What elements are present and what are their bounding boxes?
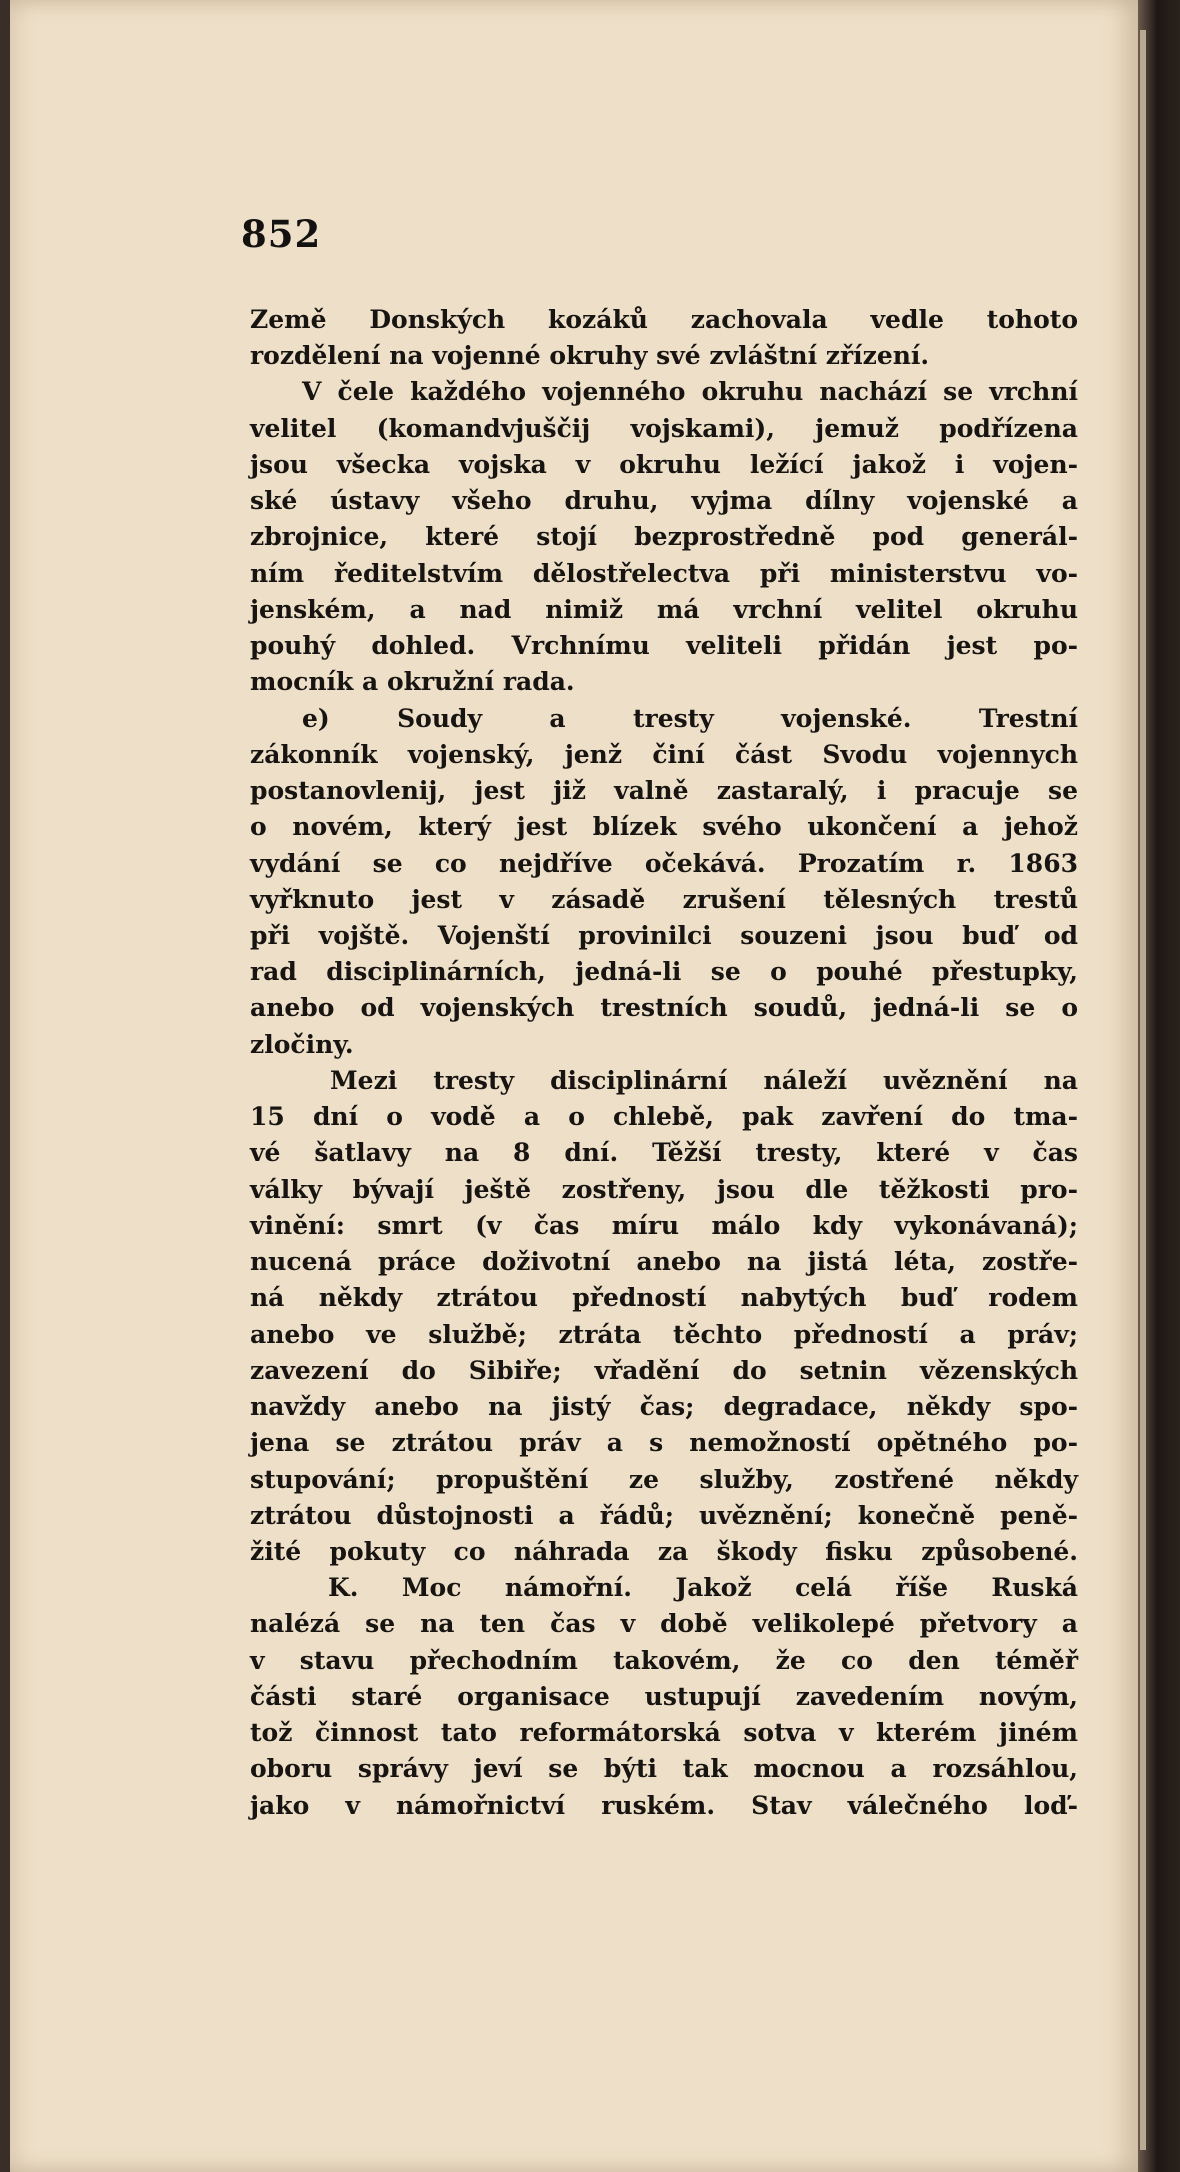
text-line: nalézá se na ten čas v době velikolepé přetvory a — [250, 1609, 1078, 1639]
text-line: e) Soudy a tresty vojenské. Trestní — [302, 703, 1078, 733]
body-text — [250, 302, 1078, 1824]
text-line: postanovlenij, jest již valně zastaralý, i pracuje se — [250, 776, 1078, 806]
text-line: vyřknuto jest v zásadě zrušení tělesných trestů — [250, 884, 1078, 914]
text-line: o novém, který jest blízek svého ukončení a jehož — [250, 812, 1078, 842]
text-line: nucená práce doživotní anebo na jistá léta, zostře- — [250, 1247, 1078, 1277]
text-line: zbrojnice, které stojí bezprostředně pod generál- — [250, 522, 1078, 552]
text-line: vé šatlavy na 8 dní. Těžší tresty, které v čas — [250, 1138, 1078, 1168]
text-line: zločiny. — [250, 1029, 354, 1059]
text-line: tož činnost tato reformátorská sotva v kterém jiném — [250, 1718, 1078, 1748]
text-line: mocník a okružní rada. — [250, 667, 575, 697]
text-line: ná někdy ztrátou předností nabytých buď rodem — [250, 1283, 1078, 1313]
text-line: V čele každého vojenného okruhu nachází se vrchní — [302, 377, 1078, 407]
text-line: žité pokuty co náhrada za škody fisku způsobené. — [250, 1536, 1078, 1566]
text-line: pouhý dohled. Vrchnímu veliteli přidán jest po- — [250, 631, 1078, 661]
text-line: vydání se co nejdříve očekává. Prozatím r. 1863 — [250, 848, 1078, 878]
text-line: navždy anebo na jistý čas; degradace, někdy spo- — [250, 1392, 1078, 1422]
text-line: zákonník vojenský, jenž činí část Svodu vojennych — [250, 739, 1078, 769]
text-line: rad disciplinárních, jedná-li se o pouhé přestupky, — [250, 957, 1078, 987]
text-line: ním ředitelstvím dělostřelectva při ministerstvu vo- — [250, 558, 1078, 588]
text-line: rozdělení na vojenné okruhy své zvláštní zřízení. — [250, 341, 930, 371]
text-line: při vojště. Vojenští provinilci souzeni jsou buď od — [250, 920, 1078, 950]
text-line: Země Donských kozáků zachovala vedle tohoto — [250, 305, 1078, 334]
text-line: vinění: smrt (v čas míru málo kdy vykonávaná); — [250, 1210, 1078, 1240]
text-line: jena se ztrátou práv a s nemožností opětného po- — [250, 1428, 1078, 1458]
text-line: ské ústavy všeho druhu, vyjma dílny vojenské a — [250, 486, 1078, 516]
text-line: ztrátou důstojnosti a řádů; uvěznění; konečně peně- — [250, 1500, 1078, 1530]
text-line: části staré organisace ustupují zavedením novým, — [250, 1681, 1078, 1711]
text-line: velitel (komandvjuščij vojskami), jemuž podřízena — [250, 413, 1078, 443]
page-edge-strip — [1140, 30, 1146, 2150]
text-line: anebo ve službě; ztráta těchto předností a práv; — [250, 1319, 1078, 1349]
text-line: jsou všecka vojska v okruhu ležící jakož i vojen- — [250, 449, 1078, 479]
text-line: anebo od vojenských trestních soudů, jedná-li se o — [250, 993, 1078, 1023]
text-line: jenském, a nad nimiž má vrchní velitel okruhu — [250, 594, 1078, 624]
text-line: v stavu přechodním takovém, že co den téměř — [250, 1645, 1078, 1675]
book-edge — [1138, 0, 1180, 2172]
text-line: zavezení do Sibiře; vřadění do setnin vězenských — [250, 1355, 1078, 1385]
paragraph — [250, 302, 1078, 374]
paragraph — [250, 1063, 1078, 1570]
paragraph — [250, 1570, 1078, 1824]
text-line: války bývají ještě zostřeny, jsou dle těžkosti pro- — [250, 1174, 1078, 1204]
book-page — [10, 0, 1138, 2172]
paragraph — [250, 374, 1078, 700]
paragraph — [250, 701, 1078, 1063]
text-line: stupování; propuštění ze služby, zostřené někdy — [250, 1464, 1078, 1494]
text-line: K. Moc námořní. Jakož celá říše Ruská — [328, 1573, 1078, 1603]
text-line: oboru správy jeví se býti tak mocnou a rozsáhlou, — [250, 1754, 1078, 1784]
text-line: Mezi tresty disciplinární náleží uvěznění na — [330, 1065, 1078, 1095]
text-line: jako v námořnictví ruském. Stav válečného loď- — [250, 1790, 1078, 1820]
text-line: 15 dní o vodě a o chlebě, pak zavření do tma- — [250, 1102, 1078, 1132]
page-number: 852 — [241, 212, 322, 256]
